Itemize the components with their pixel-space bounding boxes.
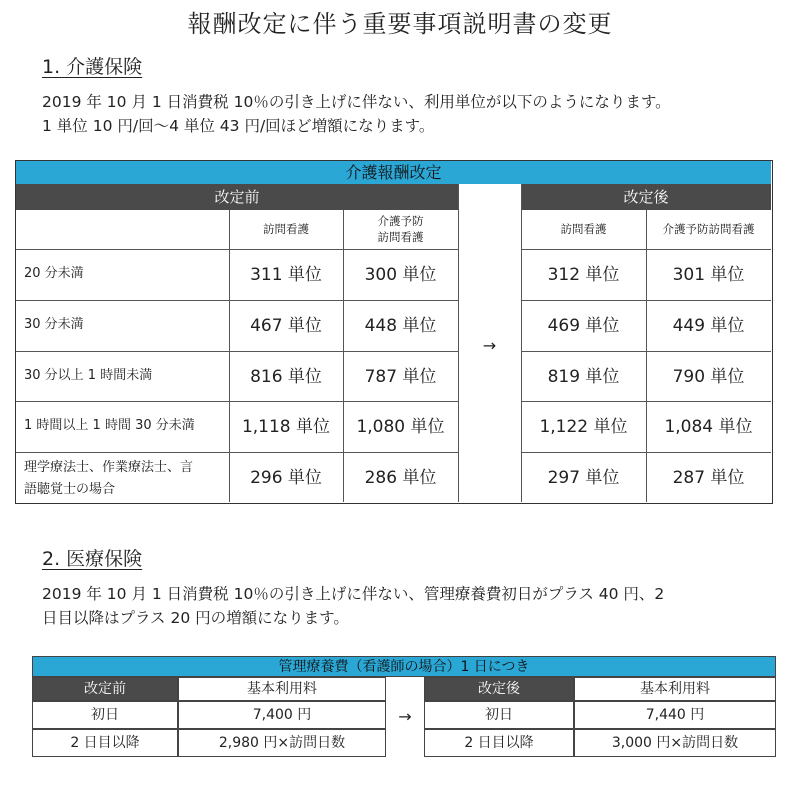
table1-row-line	[16, 300, 458, 301]
table1-value: 1,080 単位	[356, 417, 445, 437]
section2-line-1: 2019 年 10 月 1 日消費税 10％の引き上げに伴ない、管理療養費初日がプラス 40 円、2	[42, 585, 665, 603]
section2-paragraph	[42, 582, 664, 630]
table1-row-label: 1 時間以上 1 時間 30 分未満	[24, 418, 195, 433]
table1-divider	[646, 210, 647, 502]
table1-row-label: 20 分未満	[24, 266, 84, 281]
section1-line-1: 2019 年 10 月 1 日消費税 10％の引き上げに伴ない、利用単位が以下のようになります。	[42, 93, 671, 111]
section2-line-2: 日目以降はプラス 20 円の増額になります。	[42, 609, 349, 627]
table2-row-label: 2 日目以降	[424, 729, 574, 757]
table1-value: 469 単位	[547, 316, 620, 336]
table1-value: 816 単位	[250, 367, 322, 387]
table1-divider	[229, 210, 230, 502]
table1-value: 1,084 単位	[664, 417, 753, 437]
table1-divider	[343, 210, 344, 502]
section1-heading: 1. 介護保険	[42, 56, 143, 78]
table1-after-header: 改定後	[521, 184, 771, 210]
table1-value: 449 単位	[672, 316, 745, 336]
table1-before-header: 改定前	[16, 184, 458, 210]
table1-value: 287 単位	[672, 468, 745, 488]
table2-after-header: 改定後	[424, 677, 574, 701]
table1-row-line	[521, 300, 771, 301]
section2-heading: 2. 医療保険	[42, 548, 143, 570]
table2-row-label: 初日	[32, 701, 178, 729]
table1-row-line	[16, 249, 458, 250]
table1-arrow: →	[482, 336, 497, 355]
table1-row-line	[521, 452, 771, 453]
table1-value: 787 単位	[364, 367, 437, 387]
table2-value: 7,440 円	[574, 701, 776, 729]
table1-value: 286 単位	[364, 468, 437, 488]
table1-value: 301 単位	[672, 265, 745, 285]
table2-value: 2,980 円×訪問日数	[178, 729, 386, 757]
table1-col-yobo-after: 介護予防訪問看護	[662, 222, 755, 236]
table1-value: 467 単位	[250, 316, 322, 336]
table1-value: 296 単位	[250, 468, 322, 488]
table1-col-yobo-before: 介護予防 訪問看護	[377, 214, 424, 244]
table1-value: 312 単位	[547, 265, 620, 285]
document-title: 報酬改定に伴う重要事項説明書の変更	[187, 10, 613, 38]
table2-fee-header-before: 基本利用料	[178, 677, 386, 701]
table1-value: 297 単位	[547, 468, 620, 488]
iryo-fee-table	[32, 656, 776, 757]
table2-row-label: 2 日目以降	[32, 729, 178, 757]
section1-paragraph	[42, 90, 671, 138]
table1-value: 819 単位	[547, 367, 620, 387]
table2-arrow: →	[398, 707, 412, 726]
table1-row-line	[16, 452, 458, 453]
table1-title: 介護報酬改定	[16, 161, 771, 184]
kaigo-fee-table	[15, 160, 773, 504]
table2-before-header: 改定前	[32, 677, 178, 701]
table1-col-homonkango-after: 訪問看護	[560, 222, 607, 236]
table2-fee-header-after: 基本利用料	[574, 677, 776, 701]
table1-col-homonkango-before: 訪問看護	[263, 222, 309, 236]
table1-value: 311 単位	[250, 265, 322, 285]
table1-row-line	[521, 351, 771, 352]
table1-row-label: 30 分以上 1 時間未満	[24, 368, 153, 383]
table2-value: 7,400 円	[178, 701, 386, 729]
table1-row-line	[16, 401, 458, 402]
table1-row-line	[16, 351, 458, 352]
table2-row-label: 初日	[424, 701, 574, 729]
table1-value: 1,122 単位	[539, 417, 628, 437]
table2-title: 管理療養費（看護師の場合）1 日につき	[32, 656, 776, 677]
table1-row-label: 理学療法士、作業療法士、言 語聴覚士の場合	[24, 460, 194, 497]
table1-value: 1,118 単位	[241, 417, 331, 437]
table1-value: 300 単位	[364, 265, 437, 285]
table1-row-line	[521, 401, 771, 402]
table1-row-label: 30 分未満	[24, 317, 84, 332]
table2-value: 3,000 円×訪問日数	[574, 729, 776, 757]
table1-value: 448 単位	[364, 316, 437, 336]
section1-line-2: 1 単位 10 円/回〜4 単位 43 円/回ほど増額になります。	[42, 117, 435, 135]
table1-value: 790 単位	[672, 367, 745, 387]
table1-row-line	[521, 249, 771, 250]
